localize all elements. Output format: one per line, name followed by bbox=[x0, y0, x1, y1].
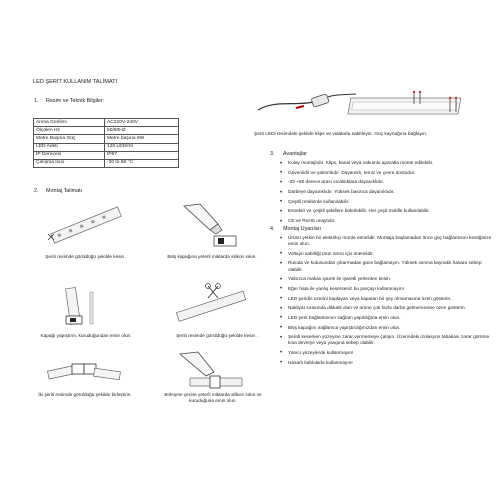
list-item: • Ruloda ve kutusundan çıkarmadan güce bağlamayın. Yüksek ısınma kaynaklı hasara sebep olabilir. bbox=[279, 261, 493, 273]
section-4-heading: Montaj Uyarıları bbox=[283, 226, 322, 232]
cut-strip-figure bbox=[40, 200, 130, 250]
list-item: • CE ve RoHS onaylıdır. bbox=[279, 219, 493, 225]
spec-key: Anma Gerilimi bbox=[34, 119, 105, 127]
caption-silicone-junction: Birleşme yerine yeterli miktarda silikon sıkın ve kuruduğuna emin olun. bbox=[164, 392, 262, 404]
list-item: • Kolay montajlıdır. Klips, kanal veya vakumlu aparatla monte edilebilir. bbox=[279, 161, 493, 167]
section-1-heading: Resim ve Teknik Bilgiler: bbox=[46, 98, 105, 104]
silicone-end-cap-figure bbox=[170, 200, 250, 252]
spec-key: IP Derecesi bbox=[34, 151, 105, 159]
advantages-list bbox=[279, 161, 493, 229]
list-item: • Ürünü yetkin bir elektrikçi monte etmelidir. Montaja başlamadan önce güç bağlantısını kestiğinize emin olun. bbox=[279, 236, 493, 248]
installation-warnings-list bbox=[279, 236, 493, 370]
section-2-number: 2. bbox=[34, 188, 39, 194]
list-item: • Bitiş kapağını sağlamca yapıştırdığınızdan emin olun. bbox=[279, 326, 493, 332]
spec-key: LED Adeti bbox=[34, 143, 105, 151]
spec-row bbox=[34, 135, 179, 143]
spec-value: AC220V-240V bbox=[105, 119, 179, 127]
section-1-number: 1. bbox=[34, 98, 39, 104]
join-strips-figure bbox=[44, 354, 124, 388]
spec-key: Metre Başına Güç bbox=[34, 135, 105, 143]
list-item: • Nakliyat sırasında dikkatli olun ve ürüne çok fazla darbe gelmemesine özen gösterin. bbox=[279, 306, 493, 312]
list-item: • Esnektir ve çeşitli şekillere bükülebilir. Her çeşit motifle kullanılabilir. bbox=[279, 209, 493, 215]
product-image-caption: Şerit LEDi resimdeki şekilde klips ve vidalarla sabitleyin. Güç kaynağına bağlayın. bbox=[254, 132, 428, 137]
list-item: • Çeşitli renklerde kullanılabilir. bbox=[279, 200, 493, 206]
list-item: • LED şerit bağlantısının sağlam yapıldığına emin olun. bbox=[279, 316, 493, 322]
section-4-number: 4. bbox=[270, 226, 275, 232]
spec-key: Ölçülen Hz bbox=[34, 127, 105, 135]
list-item: • Hasarlı kablolarla kullanmayın! bbox=[279, 361, 493, 367]
spec-value: IP67 bbox=[105, 151, 179, 159]
list-item: • Yalnızca makas işareti ile işaretli yerlerden kesin. bbox=[279, 277, 493, 283]
caption-end-cap-attached: Kapağı yapıştırın, kuruduğundan emin olun. bbox=[40, 333, 132, 338]
list-item: • Eğer hata ile yanlış keserseniz bu parçayı kullanmayın! bbox=[279, 287, 493, 293]
section-3-number: 3. bbox=[270, 151, 275, 157]
end-cap-attached-figure bbox=[42, 282, 122, 330]
spec-row bbox=[34, 127, 179, 135]
caption-join-strips: İki şeriti resimde görüldüğü şekilde birleştirin. bbox=[38, 392, 132, 397]
list-item: • Voltajın sabitliği ürün ömrü için önemlidir. bbox=[279, 252, 493, 258]
spec-key: Çalışma Isısı bbox=[34, 159, 105, 167]
section-2-heading: Montaj Talimatı bbox=[46, 188, 83, 194]
spec-value: 120 LED/mt bbox=[105, 143, 179, 151]
list-item: • -20 +60 derece arası sıcaklıklara dayanıklıdır. bbox=[279, 180, 493, 186]
spec-row bbox=[34, 159, 179, 167]
list-item: • Güvenlidir ve yalıtımlıdır. Dayanıklı, temiz ve çevre dostudur. bbox=[279, 171, 493, 177]
spec-value: 50/60HZ bbox=[105, 127, 179, 135]
document-title: LED ŞERİT KULLANIM TALİMATI bbox=[33, 79, 118, 85]
spec-table bbox=[33, 118, 179, 168]
silicone-junction-figure bbox=[170, 350, 250, 390]
spec-value: Metre başına 9W bbox=[105, 135, 179, 143]
section-3-heading: Avantajlar bbox=[283, 151, 307, 157]
spec-row bbox=[34, 119, 179, 127]
caption-cut-strip: Şeriti resimde görüldüğü şekilde kesin . bbox=[45, 254, 127, 259]
spec-row bbox=[34, 143, 179, 151]
caption-cut-strip-2: Şeriti resimde görüldüğü şekilde kesin . bbox=[176, 333, 258, 338]
spec-value: -20 to 60 °C bbox=[105, 159, 179, 167]
list-item: • Şeridi keserken yüzeyine zarar vermemeye çalışın. Üzerindeki izolasyon tabakası zarar görürse kısa devreye veya yangına sebep olabilir. bbox=[279, 335, 493, 347]
led-strip-product-image bbox=[254, 80, 480, 130]
caption-silicone-end-cap: Bitiş kapağına yeterli miktarda silikon sıkın. bbox=[167, 254, 257, 259]
list-item: • Darbeye dayanıklıdır. Yüksek basınca dayanıklıdır. bbox=[279, 190, 493, 196]
list-item: • LED şeridin üzerini kaplayan veya kapatan bir şey olmamasına özen gösterin. bbox=[279, 297, 493, 303]
spec-row bbox=[34, 151, 179, 159]
cut-strip-figure-2 bbox=[170, 280, 250, 328]
list-item: • Yanıcı yüzeylerde kullanmayın! bbox=[279, 351, 493, 357]
